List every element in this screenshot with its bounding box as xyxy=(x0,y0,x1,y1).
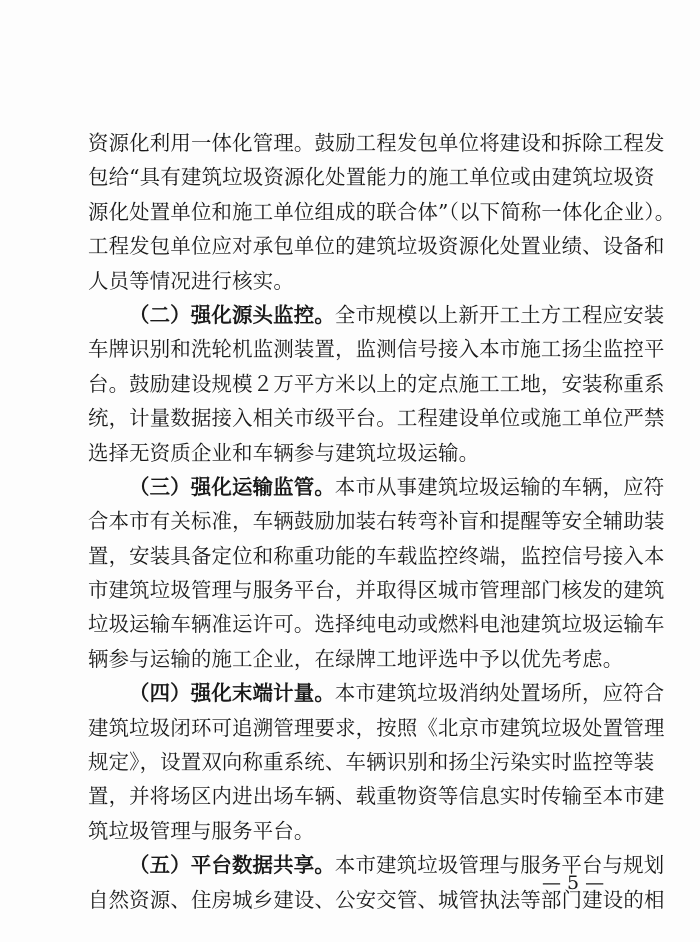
section-2-heading: （二）强化源头监控。 xyxy=(129,302,335,327)
section-5-first-line-text: 本市建筑垃圾管理与服务平台与规划 xyxy=(334,853,665,878)
text-line: 人员等情况进行核实。 xyxy=(88,268,294,293)
section-4-first-line xyxy=(88,676,665,710)
text-line: 辆参与运输的施工企业，在绿牌工地评选中予以优先考虑。 xyxy=(88,646,624,671)
text-line: 统，计量数据接入相关市级平台。工程建设单位或施工单位严禁 xyxy=(88,406,665,431)
text-line: 规定》，设置双向称重系统、车辆识别和扬尘污染实时监控等装 xyxy=(88,750,655,775)
text-line: 置，并将场区内进出场车辆、载重物资等信息实时传输至本市建 xyxy=(88,784,665,809)
text-line: 台。鼓励建设规模２万平方米以上的定点施工工地，安装称重系 xyxy=(88,371,665,396)
text-line: 合本市有关标准，车辆鼓励加装右转弯补盲和提醒等安全辅助装 xyxy=(88,509,665,534)
section-5-heading: （五）平台数据共享。 xyxy=(129,853,335,878)
text-line: 选择无资质企业和车辆参与建筑垃圾运输。 xyxy=(88,440,480,465)
page-number: — 5 — xyxy=(542,872,605,894)
section-4-first-line-text: 本市建筑垃圾消纳处置场所，应符合 xyxy=(334,681,665,706)
text-line: 建筑垃圾闭环可追溯管理要求，按照《北京市建筑垃圾处置管理 xyxy=(88,715,665,740)
section-3-first-line xyxy=(88,470,665,504)
text-line: 源化处置单位和施工单位组成的联合体”（以下简称一体化企业）。 xyxy=(88,199,676,224)
text-line: 筑垃圾管理与服务平台。 xyxy=(88,818,315,843)
section-2-first-line xyxy=(88,298,665,332)
section-4-heading: （四）强化末端计量。 xyxy=(129,681,335,706)
text-line: 车牌识别和洗轮机监测装置，监测信号接入本市施工扬尘监控平 xyxy=(88,337,665,362)
document-body xyxy=(88,126,676,917)
text-line: 包给“具有建筑垃圾资源化处置能力的施工单位或由建筑垃圾资 xyxy=(88,165,655,190)
text-line: 垃圾运输车辆准运许可。选择纯电动或燃料电池建筑垃圾运输车 xyxy=(88,612,665,637)
section-2-first-line-text: 全市规模以上新开工土方工程应安装 xyxy=(334,302,665,327)
text-line: 置，安装具备定位和称重功能的车载监控终端，监控信号接入本 xyxy=(88,543,665,568)
text-line: 资源化利用一体化管理。鼓励工程发包单位将建设和拆除工程发 xyxy=(88,131,665,155)
section-3-heading: （三）强化运输监管。 xyxy=(129,474,335,499)
text-line: 市建筑垃圾管理与服务平台，并取得区城市管理部门核发的建筑 xyxy=(88,578,665,603)
text-line: 自然资源、住房城乡建设、公安交管、城管执法等部门建设的相 xyxy=(88,887,665,912)
text-line: 工程发包单位应对承包单位的建筑垃圾资源化处置业绩、设备和 xyxy=(88,234,665,259)
section-3-first-line-text: 本市从事建筑垃圾运输的车辆，应符 xyxy=(334,474,665,499)
